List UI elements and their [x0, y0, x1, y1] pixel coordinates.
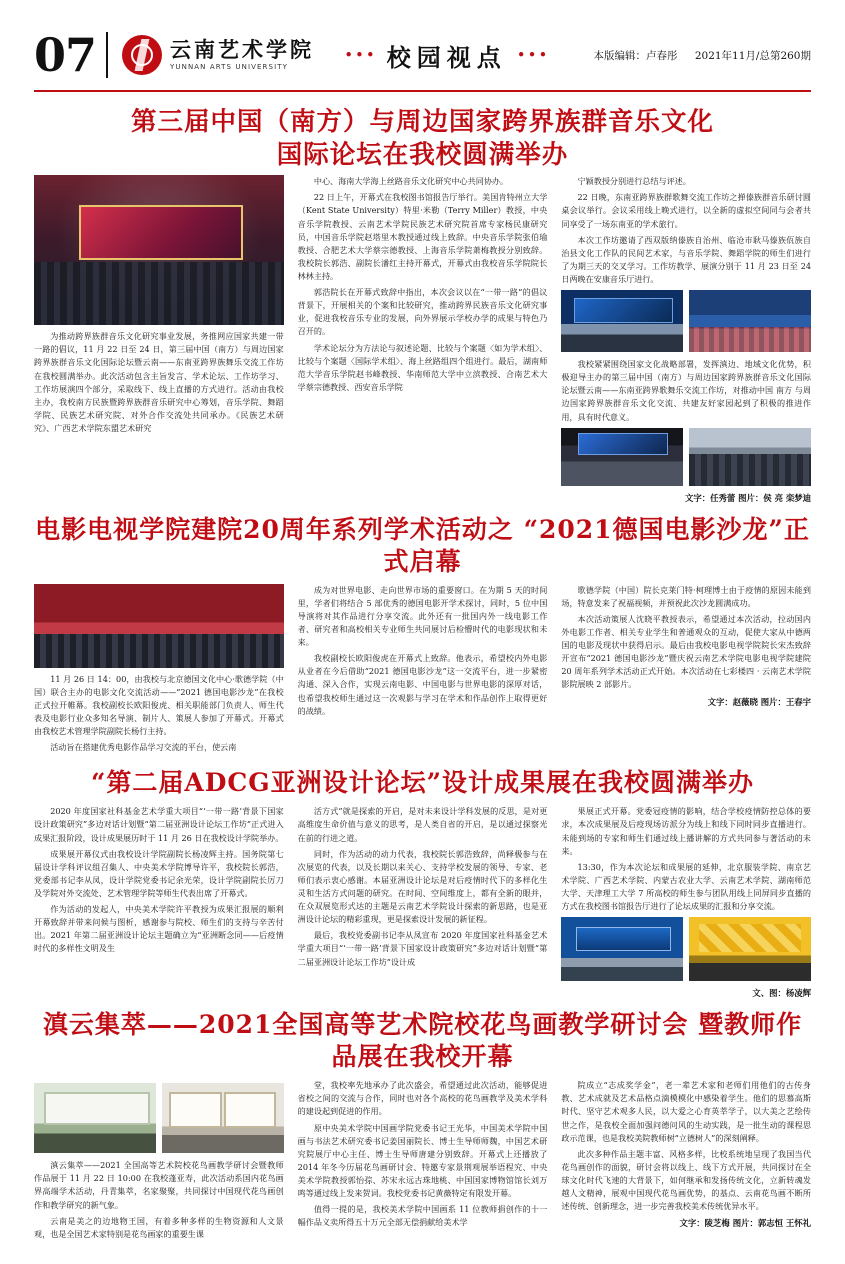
article-1-col-1: [34, 175, 284, 503]
article-1-col-2: [298, 175, 548, 503]
article-3-col-3: [561, 805, 811, 999]
article-2-col-3: [561, 584, 811, 758]
article-1-columns: [34, 175, 811, 503]
article-4-headline: [34, 1009, 811, 1073]
article-2-headline-line2: “2021德国电影沙龙”正式启幕: [383, 514, 810, 576]
article-3-columns: [34, 805, 811, 999]
article-1-col3-p2: 22 日晚，东南亚跨界族群歌舞交流工作坊之掸傣族群音乐研讨圆桌会议举行。会议采用线上晚式进行，以全新的虚拟空间同与会者共同享受了一场东南亚的学术旅行。: [561, 192, 812, 229]
article-2-col1-p1: 11 月 26 日 14：00，由我校与北京德国文化中心·歌德学院（中国）联合主办的电影文化交流活动——“2021 德国电影沙龙”在我校正式拉开帷幕。我校副校长欧阳俊虎、相关职能部门负责人、师生代表及电影行业众多知名导演、制片人、策展人参加了开幕式。开幕式由我校艺术管理学院副院长杨行主持。: [34, 673, 284, 737]
dots-left-icon: •••: [344, 46, 377, 64]
article-4-col-3: [561, 1079, 811, 1244]
article-4-headline-line1: 滇云集萃——2021全国高等艺术院校花鸟画教学研讨会: [42, 1010, 689, 1040]
article-3-col2-p3: 最后，我校党委副书记李从凤宣布 2020 年度国家社科基金艺术学重大项目“‘一带一路’背景下国家设计政策研究”多边对话计划暨“第二届亚洲设计论坛工作坊”设计成: [297, 930, 548, 967]
article-1-photo-row-2: [561, 428, 811, 486]
article-3-col1-p3: 作为活动的发起人，中央美术学院许平教授为成果汇报展的顺利开幕致辞并带来问候与图析，感谢参与院校、师生们的支持与辛苦付出。2021 年第二届亚洲设计论坛主题确立为“亚洲断念同——后疫情时代的多样性文明及生: [34, 904, 284, 954]
photo-online-forum: [561, 428, 683, 486]
article-3-col-2: [298, 805, 548, 999]
article-4-credit: 文字：陵芝梅 图片：郭志恒 王怀礼: [679, 1218, 812, 1229]
article-2-col3-p1: 歌德学院（中国）院长克莱门特·柯理博士由于疫情的原因未能到场，特意发来了祝福视频，并预祝此次沙龙圆满成功。: [561, 584, 812, 608]
article-4-col1-p1: 滇云集萃——2021 全国高等艺术院校花鸟画教学研讨会暨教师作品展于 11 月 22 日 10:00 在我校蓬亚寿，此次活动系国内花鸟画界高端学术活动，丹青集萃，名家聚聚，共同探讨中国现代花鸟画创作和教学研究的新气象。: [34, 1160, 284, 1210]
article-4: [34, 1009, 811, 1244]
photo-audience-hall: [689, 428, 811, 486]
masthead-meta: [579, 48, 811, 63]
article-2-headline: [34, 514, 811, 578]
article-4-col2-p2: 原中央美术学院中国画学院党委书记王光华，中国美术学院中国画与书法艺术研究委书记姜国丽院长、博士生导师师魏，中国艺术研究院展厅中心主任、博士生导师唐建分别致辞。开幕式上还播放了 2014 年冬今历届花鸟画研讨会、特邀专家景荆观展举语程究、中央美术学院教授郭怡孮、苏宋永远古珠地桃、中国国家博物馆馆长刘万鸣等通过线上发来贺词。我校党委书记黄薇特定有限发开幕。: [297, 1122, 548, 1199]
article-1-headline: [34, 106, 811, 171]
university-name-cn: 云南艺术学院: [170, 36, 315, 62]
photo-exhibition-hall: [162, 1083, 284, 1153]
article-2-headline-line1: 电影电视学院建院20周年系列学术活动之: [35, 514, 514, 544]
article-1-col3-p1: 宁颖教授分别进行总结与评述。: [577, 176, 691, 187]
article-2-col-1: [34, 584, 284, 758]
article-3-headline: “第二届ADCG亚洲设计论坛”设计成果展在我校圆满举办: [90, 768, 755, 798]
article-4-col3-p2: 此次多种作品主题丰富、风格多样，比校系统地呈现了我国当代花鸟画创作的面貌，研讨会将以线上、线下方式开展，共同探讨在全球文化时代飞速的大背景下，如何继承和发扬传统文化，立新转魂发越人文精神，展观中国现代花鸟画优势，的基点、云南花鸟画不断所述传统、创新理念，进一步完善我校美术传统优异水平。: [561, 1148, 812, 1212]
editor-label: 本版编辑：卢春彤: [593, 49, 678, 62]
masthead: [34, 26, 811, 92]
article-2-col-2: [298, 584, 548, 758]
photo-film-salon-opening: [34, 584, 284, 668]
article-3-col2-p1: 活方式”就是探索的开启，是对未来设计学科发展的反思，是对更高维度生命价值与意义的思考，是人类自省的开启，是以通过探察光在前的行进之道。: [297, 806, 548, 843]
page-number: 07: [34, 32, 108, 78]
article-2-col1-p2: 活动旨在搭建优秀电影作品学习交流的平台，使云南: [50, 742, 237, 753]
article-3-col-1: [34, 805, 284, 999]
article-3-col2-p2: 同时，作为活动的动力代表，我校院长郭浩致辞，尚释极参与在次展览的代表，以及长期以来关心、支持学校发展的领导、专家、老师们表示衷心感谢。本届亚洲设计论坛是对后疫情时代下的多样化生灵和生活方式问题的研究。在时间、空间维度上，都有全新的眼并，在众双展览形式达的主题是云南艺术学院设计探索的新思路，也是亚洲设计论坛的精彩重现，更是探索设计发展的新征程。: [297, 848, 548, 925]
issue-label: 2021年11月/总第260期: [694, 49, 811, 62]
photo-design-forum-stage: [561, 917, 683, 981]
article-3-col3-p1: 果展正式开幕。党委冠疫情的影响，结合学校疫情防控总体的要求，本次成果展及后疫现场访派分为线上和线下同时同步直播进行。未能到场的专家和师生们通过线上播讲解的方式共同参与著活动的未来。: [561, 806, 812, 856]
article-3-col3-p2: 13:30，作为本次论坛和成果展的延伸，北京服装学院、南京艺术学院、广西艺术学院、内蒙古农业大学、云南艺术学院、湖南师范大学、天津理工大学 7 所高校的师生参与团队用线上同屏同步直播的方式在我校图书馆报告厅进行了论坛成果的汇报和分享交流。: [561, 861, 812, 912]
article-1-col3-p4: 我校紧紧围绕国家文化战略部署，发挥滇边、地域文化优势，积极迎导主办的第三届中国（南方）与周边国家跨界族群音乐文化国际论坛暨云南——东南亚跨界歌舞乐交流工作坊，对推动中国 南方 与周边国家跨界族群音乐文化交流、共建友好家园起到了积极的推进作用，具有时代意义。: [561, 359, 812, 422]
article-1-col-3: [561, 175, 811, 503]
article-4-photo-row: [34, 1083, 284, 1153]
article-2-col2-p1: 成为对世界电影、走向世界市场的重要窗口。在为期 5 天的时间里，学者们将结合 5 部优秀的德国电影开学术探讨，同时，5 位中国导演将对其作品进行分享交流。此外还有一批国内外一线电影工作者、研究者和高校相关专业师生共同展讨后检懵时代的电影现状和未来。: [297, 584, 548, 648]
photo-design-exhibition: [689, 917, 811, 981]
article-1-col1-p1: 为推动跨界族群音乐文化研究事业发展，务推网应国家共建一带一路的倡议，11 月 22 日至 24 日，第三届中国（南方）与周边国家跨界族群音乐文化国际论坛暨云南——东南亚跨界族舞乐交流工作坊在我校圆满举办。此次活动包含主旨发言、学术论坛、工作坊学习、工作坊展演四个部分，采取线下、线上直播的方式进行。活动由我校主办，我校南方民族暨跨界族群音乐研究中心筹划，音乐学院、舞蹈学院、民族艺术研究院、对外合作交流处共同承办。《民族艺术研究》、广西艺术学院东盟艺术研究: [34, 331, 284, 434]
article-4-col3-p1: 院成立“志成奖学金”，老一辈艺术家和老师们用他们的古传身教、艺术成就及艺术品格点滴模模化中感染着学生。他们的思慕高斯时代、坚守艺术观多人民，以大爱之心育英莘学子，以大美之艺绘传世之作，是我校全面加强问德问风的生动实践，是一批生动的课程思政示范课，也是我校美院教师树“立德树人”的深刻阐释。: [561, 1080, 812, 1143]
article-2-col2-p2: 我校副校长欧阳俊虎在开幕式上致辞。他表示，希望校内外电影从业者在今后借助“2021 德国电影沙龙”这一交流平台，进一步紧密沟通、深入合作，实现云南电影、中国电影与世界电影的深厚对话，也希望我校师生通过这一次观影与学习在学术和作品创作上取得更好的战绩。: [297, 653, 548, 716]
photo-group-participants: [689, 290, 811, 352]
article-1-credit: 文字：任秀蕾 图片：侯 亮 栾梦迪: [685, 492, 812, 503]
article-1-headline-line1: 第三届中国（南方）与周边国家跨界族群音乐文化: [130, 107, 714, 137]
section-title: 校园视点: [386, 42, 507, 72]
article-4-col2-p1: 堂，我校率先地承办了此次盛会，希望通过此次活动，能够促进省校之间的交流与合作，同时也对各个高校的花鸟画教学及美术学科的建设起到促进的作用。: [297, 1080, 548, 1117]
article-2-columns: [34, 584, 811, 758]
university-name-en: YUNNAN ARTS UNIVERSITY: [170, 63, 288, 72]
photo-workshop-seminar: [561, 290, 683, 352]
article-1-col3-p3: 本次工作坊邀请了西双版纳傣族自治州、临沧市耿马傣族佤族自治县文化工作队的民间艺术家，与音乐学院、舞蹈学院的师生们进行了为期三天的交叉学习。工作坊教学、展演分别于 11 月 23 日至 24 日两晚在安康音乐厅进行。: [561, 234, 812, 285]
article-4-headline-line2: 暨教师作品展在我校开幕: [331, 1010, 803, 1072]
university-seal-icon: [122, 35, 162, 75]
article-1-col2-p3: 郭浩院长在开幕式致辞中指出，本次会议以在“一带一路”的倡议背景下，开展相关的个案和比较研究，推动跨界民族音乐文化研究事业，促进我校音乐专业的发展，向外界展示学校办学的成果与特色乃召开的。: [297, 287, 548, 337]
article-1-photo-row-1: [561, 290, 811, 352]
article-1-headline-line2: 国际论坛在我校圆满举办: [276, 139, 569, 170]
article-3-photo-row: [561, 917, 811, 981]
article-1: [34, 106, 811, 504]
article-3: [34, 767, 811, 999]
article-4-columns: [34, 1079, 811, 1244]
article-3-col1-p1: 2020 年度国家社科基金艺术学重大项目“‘一带一路’背景下国家设计政策研究”多边对话计划暨“第二届亚洲设计论坛工作坊”正式进入成果汇报阶段，设计成果展历时于 11 月 26 日在我校设计学院举办。: [34, 806, 284, 843]
article-2-credit: 文字：赵薇晓 图片：王春宇: [707, 696, 812, 707]
article-1-col2-p1: 中心、海南大学海上丝路音乐文化研究中心共同协办。: [313, 176, 509, 187]
article-4-col-2: [298, 1079, 548, 1244]
article-4-col1-p2: 云南是美之的边地物王国，有着多种多样的生物资源和人文景观，也是全国艺术家特别是花鸟画家的重要生课: [34, 1215, 284, 1239]
article-4-col-1: [34, 1079, 284, 1244]
photo-forum-opening-ceremony: [34, 175, 284, 325]
article-4-col2-p3: 值得一提的是，我校美术学院中国画系 11 位教师捐创作的十一幅作品义卖所得五十万元全部无偿捐献给美术学: [297, 1204, 548, 1228]
university-logo: [122, 35, 314, 75]
article-1-col2-p2: 22 日上午，开幕式在我校图书馆报告厅举行。美国肯特州立大学（Kent State University）特里·米勒（Terry Miller）教授，中央音乐学院教授、云南艺术学院民族艺术研究院首席专家杨民康研究员，中国音乐学院赵塔里木教授通过线上致辞。中央音乐学院张伯瑜教授、合肥艺术大学蔡宗德教授、上海音乐学院萧梅教授分别致辞。我校院长郭浩、副院长潘红主持开幕式，开幕式由我校音乐学院院长林林主持。: [297, 192, 548, 282]
article-2-col3-p2: 本次活动策展人沈晓平教授表示，希望通过本次活动，拉动国内外电影工作者、相关专业学生和普通观众的互动，促使大家从中德两国的电影及现状中获得启示。最后由我校电影电视学院院长宋杰致辞开宣布“2021 德国电影沙龙”暨庆祝云南艺术学院电影电视学院建院 20 周年系列学术活动正式开始。本次活动在七彩楼四 · 云南艺术学院影院展映 2 部影片。: [561, 613, 812, 690]
article-1-col2-p4: 学术论坛分为方法论与叙述论题、比较与个案题〈如为学术组〉、比较与个案题〈国际学术组〉、海上丝路组四个组进行。最后，湖南师范大学音乐学院赵书峰教授、华南师范大学中立滨教授、合南艺术大学蔡宗德教授、西安音乐学院: [297, 342, 548, 392]
photo-painting-exhibition: [34, 1083, 156, 1153]
article-3-col1-p2: 成果展开幕仪式由我校设计学院副院长杨凌辉主持。国务院第七届设计学科评议组召集人、中央美术学院博导许平，我校院长郭浩，党委部书记李从凤，设计学院党委书记余光荣，设计学院副院长厉刀及学院对外交流处、艺术管理学院等师生代表出席了开幕式。: [34, 848, 284, 898]
article-3-credit: 文、图：杨凌辉: [752, 988, 812, 999]
dots-right-icon: •••: [516, 46, 550, 64]
article-2: [34, 514, 811, 758]
section-heading: [314, 38, 579, 73]
